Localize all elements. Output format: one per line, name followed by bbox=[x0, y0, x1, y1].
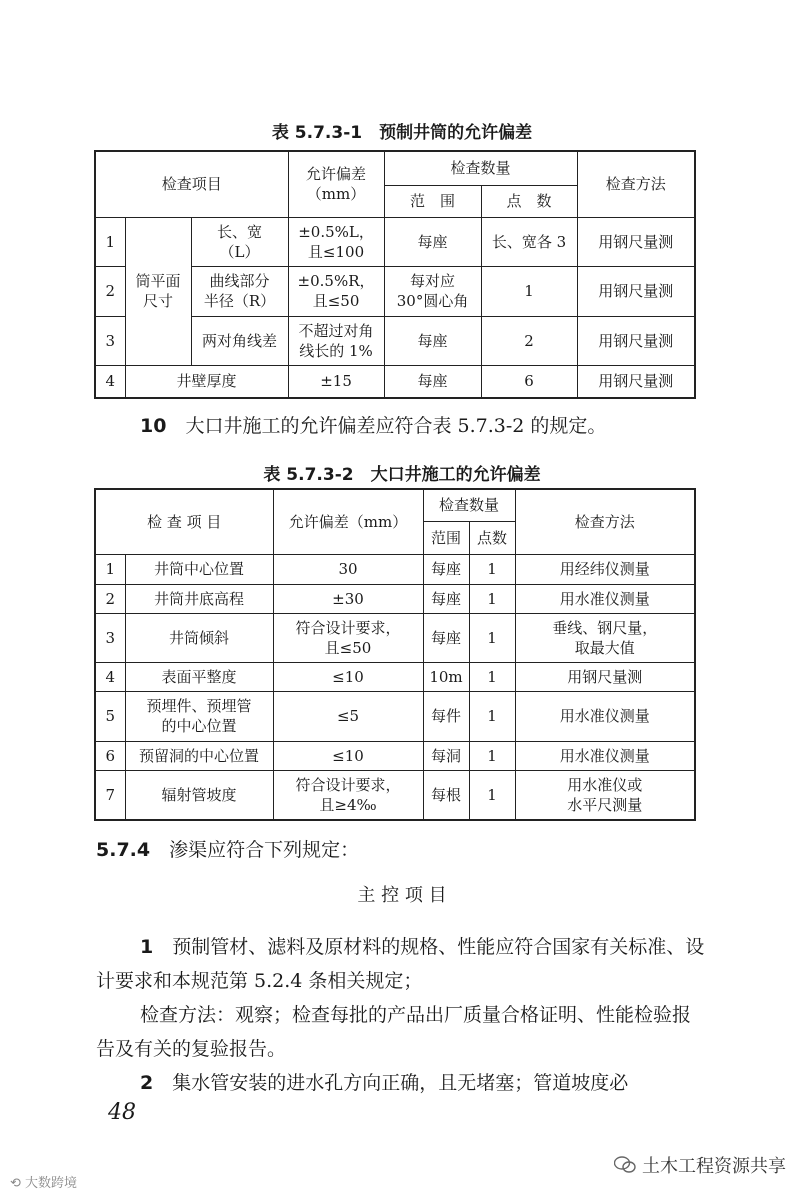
t1-h-method: 检查方法 bbox=[577, 151, 695, 217]
table-row: 3 两对角线差 不超过对角 线长的 1% 每座 2 用钢尺量测 bbox=[95, 316, 695, 365]
t2-h-item: 检 查 项 目 bbox=[95, 489, 273, 554]
t2-h-method: 检查方法 bbox=[515, 489, 695, 554]
t2-h-points: 点数 bbox=[469, 521, 515, 554]
watermark-icon: ⟲ bbox=[10, 1176, 26, 1191]
page-number: 48 bbox=[108, 1100, 136, 1125]
item-2: 2 集水管安装的进水孔方向正确，且无堵塞；管道坡度必 bbox=[140, 1072, 629, 1094]
table-row: 7 辐射管坡度 符合设计要求， 且≥4‰ 每根 1 用水准仪或 水平尺测量 bbox=[95, 770, 695, 820]
t2-h-range: 范围 bbox=[423, 521, 469, 554]
watermark-left: ⟲ 大数跨境 bbox=[10, 1176, 78, 1191]
table-row: 1 筒平面 尺寸 长、宽 （L） ±0.5%L， 且≤100 每座 长、宽各 3 用钢尺量测 bbox=[95, 217, 695, 266]
table-row: 6 预留洞的中心位置 ≤10 每洞 1 用水准仪测量 bbox=[95, 741, 695, 770]
t1-h-qty: 检查数量 bbox=[384, 151, 577, 185]
table1 bbox=[94, 150, 696, 399]
table-row: 5 预埋件、预埋管 的中心位置 ≤5 每件 1 用水准仪测量 bbox=[95, 691, 695, 741]
t2-h-tol: 允许偏差（mm） bbox=[273, 489, 423, 554]
table2-title: 表 5.7.3-2 大口井施工的允许偏差 bbox=[263, 465, 541, 485]
section-5-7-4: 5.7.4 渗渠应符合下列规定： bbox=[96, 839, 360, 861]
t1-h-item: 检查项目 bbox=[95, 151, 288, 217]
t1-h-tol: 允许偏差 （mm） bbox=[288, 151, 384, 217]
table2 bbox=[94, 488, 696, 821]
item-1: 1 预制管材、滤料及原材料的规格、性能应符合国家有关标准、设计要求和本规范第 5.2.4 条相关规定； bbox=[96, 936, 705, 992]
wechat-icon bbox=[614, 1156, 636, 1174]
table1-title: 表 5.7.3-1 预制井筒的允许偏差 bbox=[271, 123, 533, 143]
table-row: 2 曲线部分 半径（R） ±0.5%R， 且≤50 每对应 30°圆心角 1 用钢尺量测 bbox=[95, 266, 695, 316]
t2-h-qty: 检查数量 bbox=[423, 489, 515, 521]
subheading-main-control: 主 控 项 目 bbox=[357, 885, 447, 906]
check-method-1: 检查方法：观察；检查每批的产品出厂质量合格证明、性能检验报告及有关的复验报告。 bbox=[96, 1004, 692, 1060]
table-row: 4 井壁厚度 ±15 每座 6 用钢尺量测 bbox=[95, 365, 695, 398]
t1-h-range: 范 围 bbox=[384, 185, 481, 217]
paragraph-10: 10 大口井施工的允许偏差应符合表 5.7.3-2 的规定。 bbox=[140, 415, 607, 437]
t1-h-points: 点 数 bbox=[481, 185, 577, 217]
table-row: 3 井筒倾斜 符合设计要求， 且≤50 每座 1 垂线、钢尺量， 取最大值 bbox=[95, 613, 695, 662]
table-row: 2 井筒井底高程 ±30 每座 1 用水准仪测量 bbox=[95, 584, 695, 613]
t1-group: 筒平面 尺寸 bbox=[125, 217, 191, 365]
table-row: 1 井筒中心位置 30 每座 1 用经纬仪测量 bbox=[95, 554, 695, 584]
table-row: 4 表面平整度 ≤10 10m 1 用钢尺量测 bbox=[95, 662, 695, 691]
watermark-right: 土木工程资源共享 bbox=[614, 1152, 786, 1178]
